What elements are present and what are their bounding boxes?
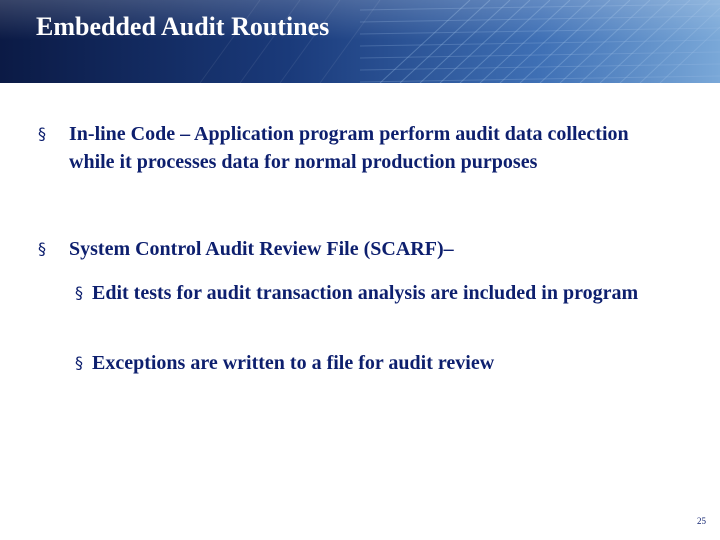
- bullet-inline-code: In-line Code – Application program perform audit data collection while it processes data for normal production purposes: [69, 123, 629, 173]
- page-number: 25: [697, 516, 706, 526]
- slide-title: Embedded Audit Routines: [36, 12, 330, 41]
- sub-bullet-edit-tests: Edit tests for audit transaction analysis are included in program: [92, 282, 639, 304]
- bullet-scarf: System Control Audit Review File (SCARF)–: [69, 238, 454, 260]
- bullet-marker: §: [38, 239, 46, 258]
- sub-bullet-marker: §: [75, 353, 83, 372]
- bullet-marker: §: [38, 124, 46, 143]
- sub-bullet-marker: §: [75, 283, 83, 302]
- sub-bullet-exceptions: Exceptions are written to a file for audit review: [92, 352, 495, 374]
